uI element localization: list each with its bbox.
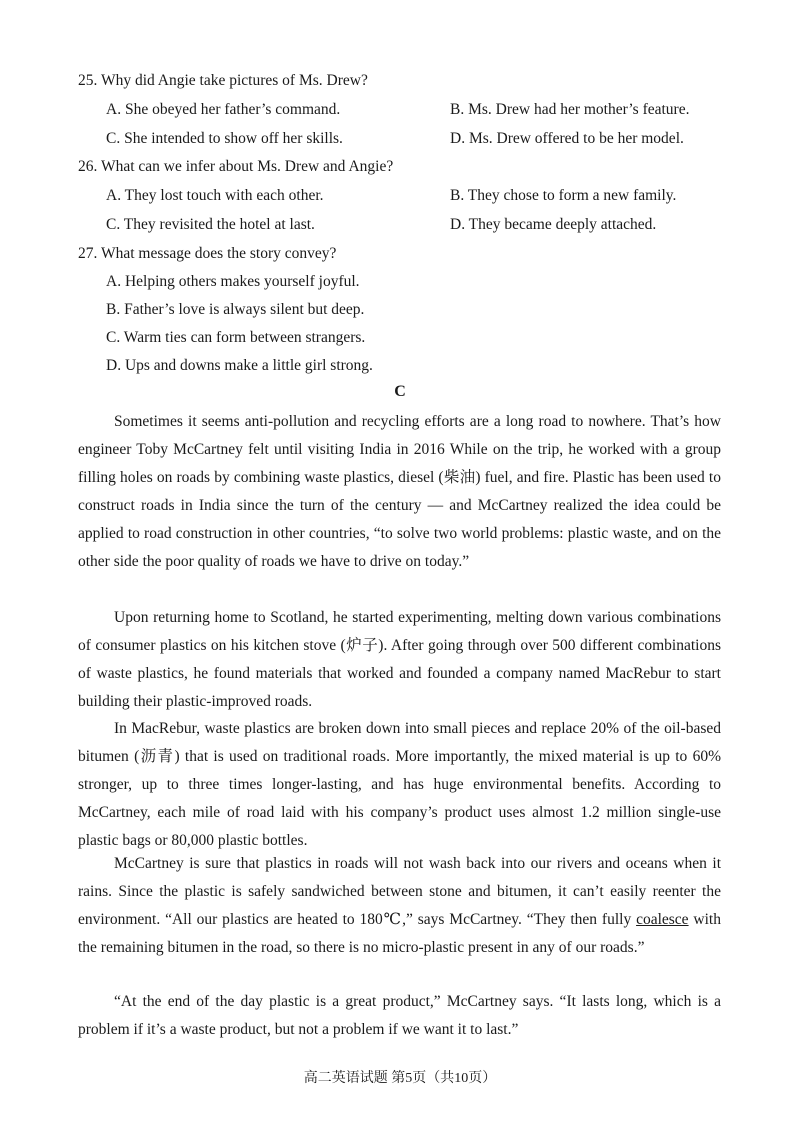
question-26-option-a: A. They lost touch with each other. — [106, 187, 324, 204]
question-27-option-d: D. Ups and downs make a little girl strong. — [106, 357, 373, 374]
question-27-option-a: A. Helping others makes yourself joyful. — [106, 273, 360, 290]
section-title: C — [394, 383, 406, 400]
question-25-stem: 25. Why did Angie take pictures of Ms. Drew? — [78, 72, 368, 89]
question-26-option-d: D. They became deeply attached. — [450, 216, 657, 233]
paragraph-1: Sometimes it seems anti-pollution and recycling efforts are a long road to nowhere. That’s how engineer Toby McCartney felt until visiting India in 2016 While on the trip, he worked with a group filling holes on roads by combining waste plastics, diesel (柴油) fuel, and fire. Plastic has been used to construct roads in India since the turn of the century — and McCartney realized the idea could be applied to road construction in other countries, “to solve two world problems: plastic waste, and on the other side the poor quality of roads we have to drive on today.” — [78, 413, 721, 570]
question-26-stem: 26. What can we infer about Ms. Drew and Angie? — [78, 158, 394, 175]
question-25-option-b: B. Ms. Drew had her mother’s feature. — [450, 101, 690, 118]
question-25-option-a: A. She obeyed her father’s command. — [106, 101, 341, 118]
paragraph-4 — [78, 850, 721, 962]
question-26-option-c: C. They revisited the hotel at last. — [106, 216, 315, 233]
paragraph-5: “At the end of the day plastic is a great product,” McCartney says. “It lasts long, which is a problem if it’s a waste product, but not a problem if we want it to last.” — [78, 993, 721, 1038]
question-27-option-b: B. Father’s love is always silent but deep. — [106, 301, 365, 318]
question-25-option-c: C. She intended to show off her skills. — [106, 130, 343, 147]
paragraph-4-text-b: with the remaining bitumen in the road, so there is no micro-plastic present in any of our roads.” — [78, 911, 721, 956]
question-27-stem: 27. What message does the story convey? — [78, 245, 337, 262]
question-27-option-c: C. Warm ties can form between strangers. — [106, 329, 366, 346]
underlined-word-coalesce: coalesce — [636, 911, 689, 928]
paragraph-3: In MacRebur, waste plastics are broken down into small pieces and replace 20% of the oil-based bitumen (沥青) that is used on traditional roads. More importantly, the mixed material is up to 60% stronger, up to three times longer-lasting, and has huge environmental benefits. According to McCartney, each mile of road laid with his company’s product uses almost 1.2 million single-use plastic bags or 80,000 plastic bottles. — [78, 720, 721, 849]
question-25-option-d: D. Ms. Drew offered to be her model. — [450, 130, 684, 147]
paragraph-4-text-a: McCartney is sure that plastics in roads will not wash back into our rivers and oceans when it rains. Since the plastic is safely sandwiched between stone and bitumen, it can’t easily reenter the environment. “All our plastics are heated to 180℃,” says McCartney. “They then fully — [78, 855, 721, 928]
question-26-option-b: B. They chose to form a new family. — [450, 187, 677, 204]
paragraph-2: Upon returning home to Scotland, he started experimenting, melting down various combinations of consumer plastics on his kitchen stove (炉子). After going through over 500 different combinations of waste plastics, he found materials that worked and founded a company named MacRebur to start building their plastic-improved roads. — [78, 609, 721, 710]
page-footer: 高二英语试题 第5页（共10页） — [303, 1071, 497, 1086]
